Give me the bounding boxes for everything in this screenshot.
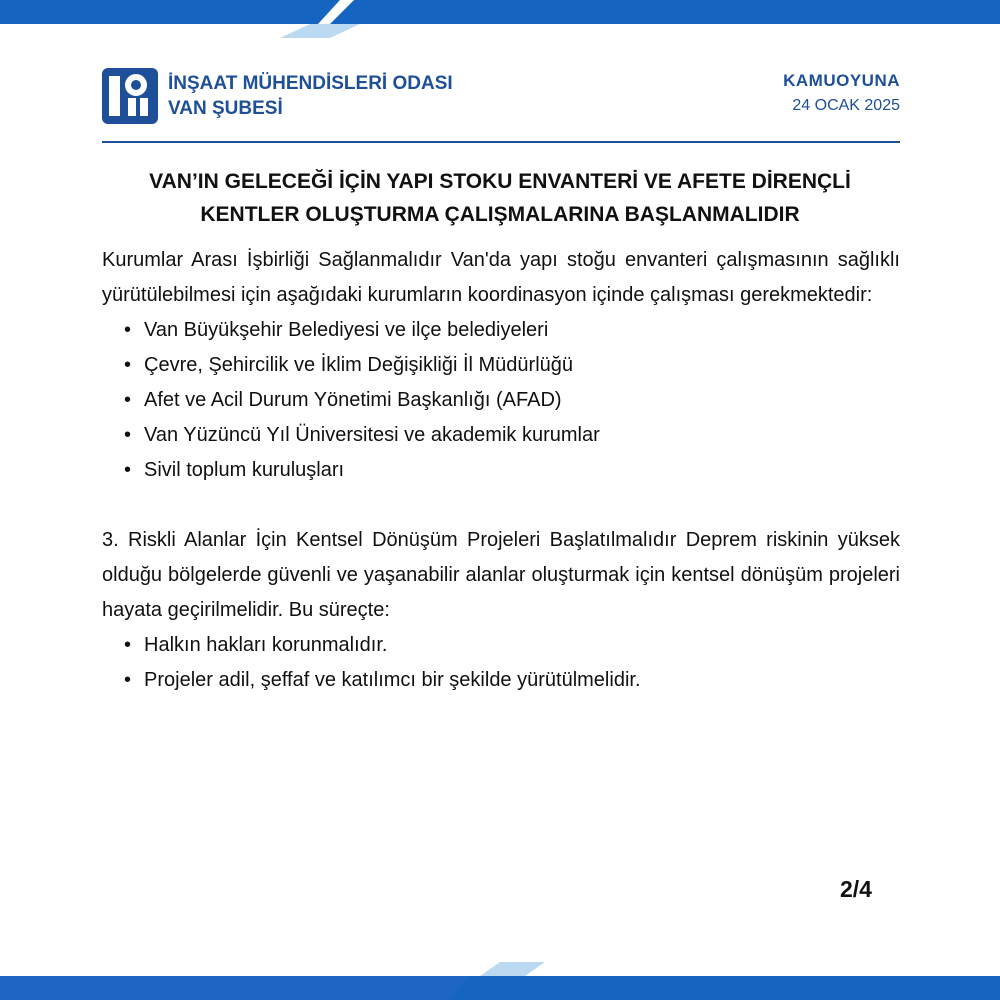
org-name-line1: İNŞAAT MÜHENDİSLERİ ODASI — [168, 73, 453, 94]
organization-name — [168, 71, 453, 121]
list-item: • Van Büyükşehir Belediyesi ve ilçe belediyeleri — [124, 313, 900, 348]
document-date: 24 OCAK 2025 — [792, 97, 900, 114]
imo-logo-icon — [102, 68, 158, 124]
document-title — [60, 165, 940, 231]
list-item: • Projeler adil, şeffaf ve katılımcı bir şekilde yürütülmelidir. — [124, 663, 900, 698]
top-decorative-band — [0, 0, 1000, 38]
document-meta — [783, 68, 900, 118]
list-item: • Afet ve Acil Durum Yönetimi Başkanlığı (AFAD) — [124, 383, 900, 418]
section2-list — [102, 628, 900, 698]
document-body — [102, 243, 900, 698]
section2-paragraph: 3. Riskli Alanlar İçin Kentsel Dönüşüm Projeleri Başlatılmalıdır Deprem riskinin yüksek olduğu bölgelerde güvenli ve yaşanabilir alanlar oluşturmak için kentsel dönüşüm projeleri hayata geçirilmelidir. Bu süreçte: — [102, 529, 900, 621]
section1-paragraph: Kurumlar Arası İşbirliği Sağlanmalıdır Van'da yapı stoğu envanteri çalışmasının sağlıklı yürütülebilmesi için aşağıdaki kurumların koordinasyon içinde çalışması gerekmektedir: — [102, 249, 900, 306]
header — [102, 68, 900, 128]
list-item: • Çevre, Şehircilik ve İklim Değişikliği İl Müdürlüğü — [124, 348, 900, 383]
title-line1: VAN’IN GELECEĞİ İÇİN YAPI STOKU ENVANTERİ VE AFETE DİRENÇLİ — [149, 170, 851, 193]
list-item: • Van Yüzüncü Yıl Üniversitesi ve akademik kurumlar — [124, 418, 900, 453]
header-divider — [102, 141, 900, 143]
org-name-line2: VAN ŞUBESİ — [168, 98, 283, 119]
page-number: 2/4 — [840, 876, 872, 902]
section1-list — [102, 313, 900, 488]
list-item: • Halkın hakları korunmalıdır. — [124, 628, 900, 663]
title-line2: KENTLER OLUŞTURMA ÇALIŞMALARINA BAŞLANMALIDIR — [200, 203, 800, 226]
list-item: • Sivil toplum kuruluşları — [124, 453, 900, 488]
bottom-decorative-band — [0, 962, 1000, 1000]
audience-label: KAMUOYUNA — [783, 71, 900, 90]
